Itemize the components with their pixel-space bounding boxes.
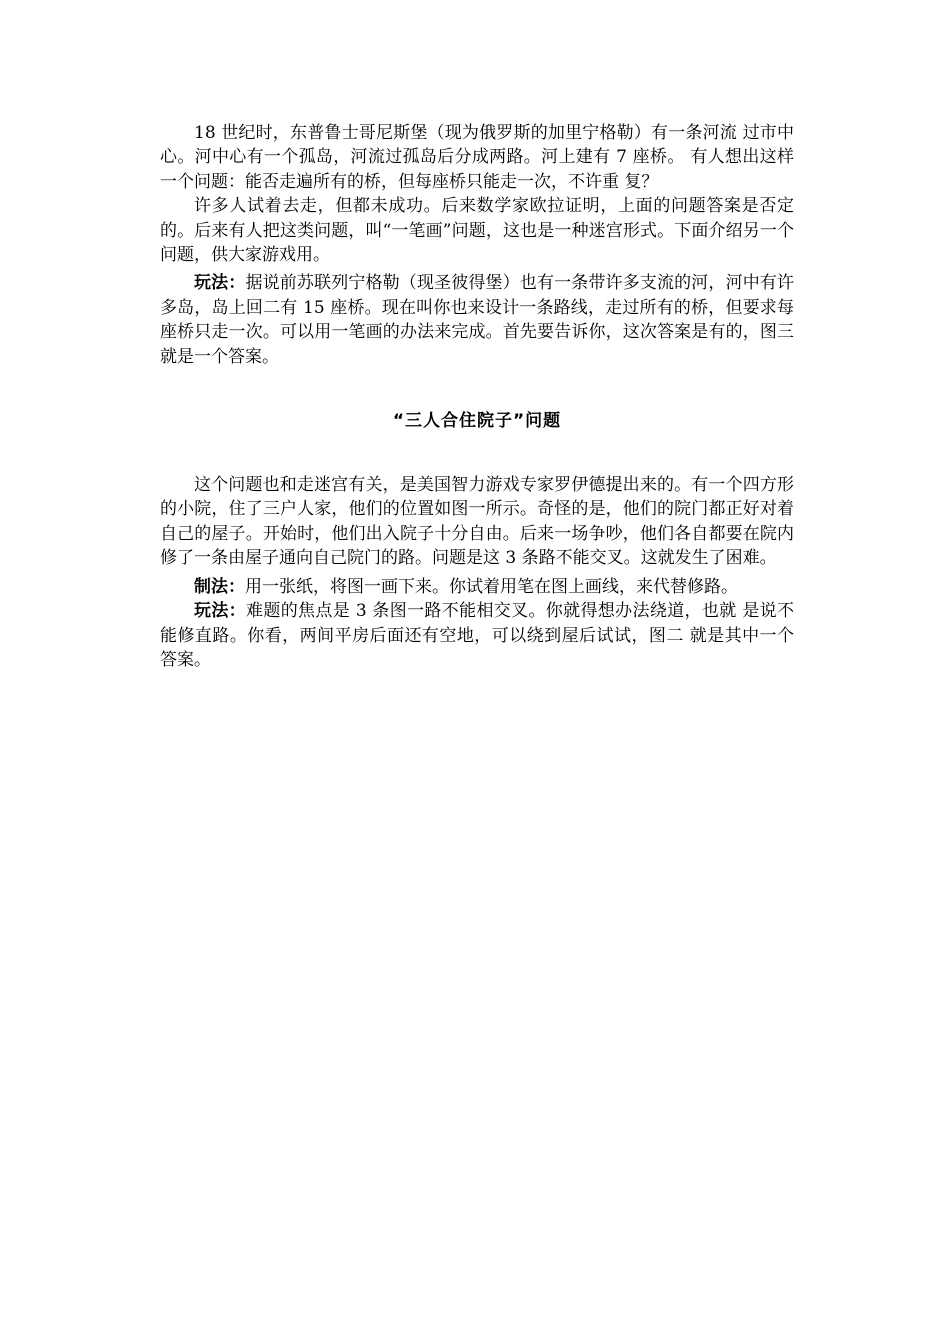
paragraph-leningrad-play xyxy=(160,271,794,369)
make-text: 用一张纸，将图一画下来。你试着用笔在图上画线，来代替修路。 xyxy=(245,576,738,597)
paragraph-courtyard-intro: 这个问题也和走迷宫有关，是美国智力游戏专家罗伊德提出来的。有一个四方形的小院，住了三户人家，他们的位置如图一所示。奇怪的是，他们的院门都正好对着自己的屋子。开始时，他们出入院子十分自由。后来一场争吵，他们各自都要在院内修了一条由屋子通向自己院门的路。问题是这 3 条路不能交叉。这就发生了困难。 xyxy=(160,475,794,569)
section-heading: “三人合住院子”问题 xyxy=(392,411,562,432)
play-text-2: 难题的焦点是 3 条图一路不能相交叉。你就得想办法绕道，也就 是说不能修直路。你看，两间平房后面还有空地，可以绕到屋后试试，图二 就是其中一个答案。 xyxy=(160,601,795,670)
paragraph-courtyard-make xyxy=(160,575,794,599)
paragraph-euler-proof: 许多人试着去走，但都未成功。后来数学家欧拉证明，上面的问题答案是否定的。后来有人把这类问题，叫“一笔画”问题，这也是一种迷宫形式。下面介绍另一个问题，供大家游戏用。 xyxy=(160,196,794,266)
paragraph-courtyard-play xyxy=(160,599,794,672)
document-body xyxy=(160,121,794,672)
play-text: 据说前苏联列宁格勒（现圣彼得堡）也有一条带许多支流的河，河中有许多岛，岛上回二有 15 座桥。现在叫你也来设计一条路线，走过所有的桥，但要求每座桥只走一次。可以用一笔画的办法来完成。首先要告诉你，这次答案是有的，图三就是一个答案。 xyxy=(160,273,795,367)
make-label: 制法： xyxy=(194,576,245,597)
play-label-2: 玩法： xyxy=(194,601,247,622)
play-label: 玩法： xyxy=(194,273,246,294)
paragraph-konigsberg-intro: 18 世纪时，东普鲁士哥尼斯堡（现为俄罗斯的加里宁格勒）有一条河流 过市中心。河中心有一个孤岛，河流过孤岛后分成两路。河上建有 7 座桥。 有人想出这样一个问题：能否走遍所有的桥，但每座桥只能走一次，不许重 复？ xyxy=(160,123,794,192)
